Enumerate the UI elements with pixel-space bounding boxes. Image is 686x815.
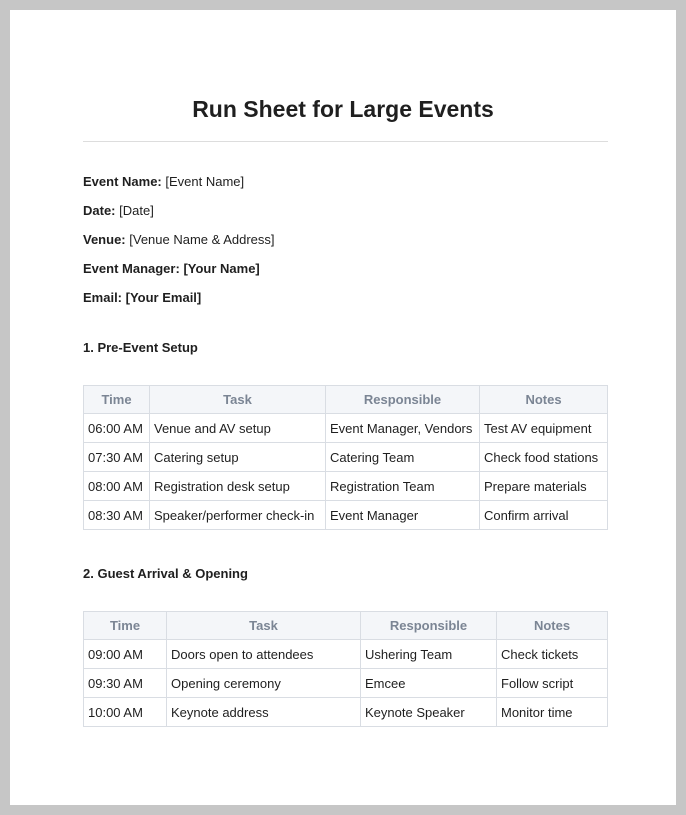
table-row	[84, 501, 608, 530]
cell-responsible: Event Manager, Vendors	[326, 414, 480, 443]
document-page	[10, 10, 676, 805]
field-venue-value: [Venue Name & Address]	[129, 232, 275, 247]
column-header: Notes	[497, 612, 608, 640]
cell-responsible: Emcee	[361, 669, 497, 698]
cell-time: 09:00 AM	[84, 640, 167, 669]
table-row	[84, 698, 608, 727]
field-email	[83, 289, 201, 307]
cell-time: 09:30 AM	[84, 669, 167, 698]
field-date-label: Date:	[83, 203, 116, 218]
cell-time: 10:00 AM	[84, 698, 167, 727]
column-header: Time	[84, 612, 167, 640]
cell-notes: Monitor time	[497, 698, 608, 727]
cell-notes: Prepare materials	[480, 472, 608, 501]
table-pre-event	[83, 385, 608, 530]
table-row	[84, 443, 608, 472]
cell-task: Registration desk setup	[150, 472, 326, 501]
column-header: Task	[150, 386, 326, 414]
cell-responsible: Registration Team	[326, 472, 480, 501]
field-event-name	[83, 173, 244, 191]
column-header: Task	[167, 612, 361, 640]
cell-responsible: Catering Team	[326, 443, 480, 472]
cell-responsible: Ushering Team	[361, 640, 497, 669]
field-email-value: [Your Email]	[125, 290, 202, 305]
field-event-manager	[83, 260, 260, 278]
field-event-manager-value: [Your Name]	[183, 261, 260, 276]
field-date	[83, 202, 154, 220]
cell-notes: Check food stations	[480, 443, 608, 472]
field-date-value: [Date]	[119, 203, 154, 218]
cell-notes: Confirm arrival	[480, 501, 608, 530]
column-header: Responsible	[361, 612, 497, 640]
title-divider	[83, 141, 608, 142]
cell-time: 08:00 AM	[84, 472, 150, 501]
cell-notes: Test AV equipment	[480, 414, 608, 443]
field-event-manager-label: Event Manager:	[83, 261, 180, 276]
field-venue-label: Venue:	[83, 232, 126, 247]
table-header-row	[84, 386, 608, 414]
cell-time: 07:30 AM	[84, 443, 150, 472]
cell-task: Opening ceremony	[167, 669, 361, 698]
field-email-label: Email:	[83, 290, 123, 305]
cell-time: 06:00 AM	[84, 414, 150, 443]
cell-task: Keynote address	[167, 698, 361, 727]
field-event-name-value: [Event Name]	[165, 174, 245, 189]
table-row	[84, 472, 608, 501]
field-event-name-label: Event Name:	[83, 174, 162, 189]
cell-notes: Check tickets	[497, 640, 608, 669]
table-guest-arrival	[83, 611, 608, 727]
column-header: Notes	[480, 386, 608, 414]
document-title: Run Sheet for Large Events	[192, 96, 494, 122]
cell-task: Venue and AV setup	[150, 414, 326, 443]
cell-task: Speaker/performer check-in	[150, 501, 326, 530]
cell-time: 08:30 AM	[84, 501, 150, 530]
cell-responsible: Keynote Speaker	[361, 698, 497, 727]
column-header: Time	[84, 386, 150, 414]
section-heading-pre-event: 1. Pre-Event Setup	[83, 340, 198, 355]
column-header: Responsible	[326, 386, 480, 414]
section-heading-guest-arrival: 2. Guest Arrival & Opening	[83, 566, 248, 581]
field-venue	[83, 231, 275, 249]
cell-task: Catering setup	[150, 443, 326, 472]
table-header-row	[84, 612, 608, 640]
cell-notes: Follow script	[497, 669, 608, 698]
table-row	[84, 669, 608, 698]
cell-responsible: Event Manager	[326, 501, 480, 530]
table-row	[84, 640, 608, 669]
cell-task: Doors open to attendees	[167, 640, 361, 669]
table-row	[84, 414, 608, 443]
